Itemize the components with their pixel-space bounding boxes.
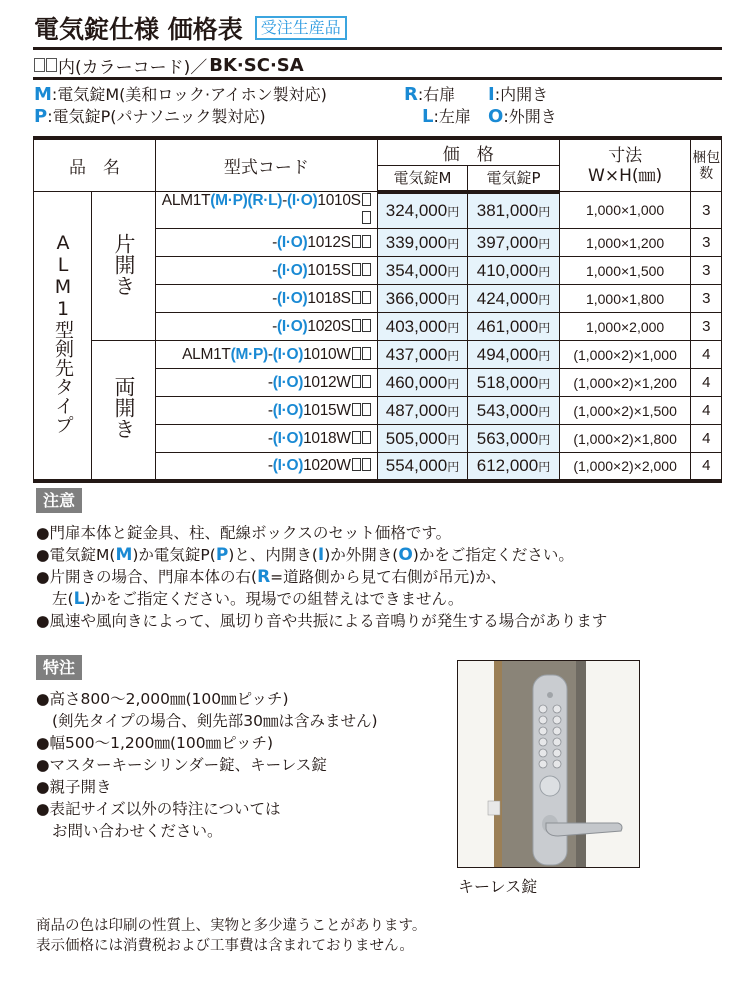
double-door-cell bbox=[92, 341, 156, 481]
yen-unit: 円 bbox=[447, 432, 460, 447]
price-p: 563,000 bbox=[476, 428, 539, 448]
caution-text: ●風速や風向きによって、風切り音や共振による音鳴りが発生する場合があります bbox=[36, 612, 608, 630]
caution-text: 左( bbox=[52, 590, 74, 608]
yen-unit: 円 bbox=[447, 292, 460, 307]
double-door-label: 両開き bbox=[112, 376, 136, 440]
placeholder-square-icon bbox=[34, 58, 45, 72]
yen-unit: 円 bbox=[447, 404, 460, 419]
model-mp: (M·P) bbox=[230, 345, 268, 363]
legend-key-i: I bbox=[488, 84, 495, 105]
model-suffix: 1018W bbox=[303, 429, 351, 447]
header-model-code: 型式コード bbox=[156, 138, 378, 192]
price-p: 397,000 bbox=[476, 232, 539, 252]
highlight-key: I bbox=[317, 545, 325, 565]
model-suffix: 1018S bbox=[307, 289, 351, 307]
legend-text-p: :電気錠P(パナソニック製対応) bbox=[47, 107, 266, 126]
made-to-order-badge: 受注生産品 bbox=[255, 16, 347, 40]
price-p: 494,000 bbox=[476, 344, 539, 364]
color-code-label: 内(カラーコード)／ bbox=[58, 57, 208, 78]
price-m-cell bbox=[377, 313, 468, 341]
pack-count-cell: 4 bbox=[691, 453, 722, 481]
model-suffix: 1015W bbox=[303, 401, 351, 419]
price-m-cell bbox=[377, 341, 468, 369]
model-code-cell bbox=[156, 192, 378, 229]
legend-key-p: P bbox=[34, 106, 48, 127]
legend-text-i: :内開き bbox=[494, 85, 549, 104]
price-m-cell bbox=[377, 257, 468, 285]
model-dash: - bbox=[272, 289, 278, 307]
placeholder-square-icon bbox=[362, 458, 371, 471]
placeholder-square-icon bbox=[362, 431, 371, 444]
placeholder-square-icon bbox=[352, 431, 361, 444]
price-p: 612,000 bbox=[476, 455, 539, 475]
model-dash: - bbox=[267, 345, 273, 363]
model-io: (I·O) bbox=[272, 456, 304, 474]
pack-count-cell: 3 bbox=[691, 285, 722, 313]
caution-text: )かをご指定ください。 bbox=[412, 546, 574, 564]
pack-count-cell: 3 bbox=[691, 313, 722, 341]
highlight-key: M bbox=[115, 545, 133, 565]
placeholder-square-icon bbox=[362, 403, 371, 416]
size-cell: 1,000×1,800 bbox=[559, 285, 691, 313]
pack-count-cell: 3 bbox=[691, 229, 722, 257]
footer-notes bbox=[36, 916, 426, 956]
placeholder-square-icon bbox=[362, 375, 371, 388]
price-m: 324,000 bbox=[385, 200, 448, 220]
price-m-cell bbox=[377, 192, 468, 229]
header-size bbox=[559, 138, 691, 192]
model-code-cell bbox=[156, 425, 378, 453]
model-io: (I·O) bbox=[272, 373, 304, 391]
special-order-item: ●表記サイズ以外の特注については bbox=[36, 800, 281, 818]
header-price-p: 電気錠P bbox=[468, 166, 559, 192]
pack-count-cell: 4 bbox=[691, 425, 722, 453]
price-p-cell bbox=[468, 397, 559, 425]
price-m-cell bbox=[377, 285, 468, 313]
single-door-label: 片開き bbox=[112, 232, 136, 296]
caution-text: )か外開き( bbox=[324, 546, 399, 564]
highlight-key: P bbox=[215, 545, 229, 565]
yen-unit: 円 bbox=[447, 320, 460, 335]
price-m: 403,000 bbox=[385, 316, 448, 336]
yen-unit: 円 bbox=[447, 264, 460, 279]
header-price-m: 電気錠M bbox=[377, 166, 468, 192]
yen-unit: 円 bbox=[538, 348, 551, 363]
price-m: 437,000 bbox=[385, 344, 448, 364]
yen-unit: 円 bbox=[538, 264, 551, 279]
model-dash: - bbox=[272, 317, 278, 335]
caution-item bbox=[36, 544, 607, 566]
price-m: 366,000 bbox=[385, 288, 448, 308]
size-cell: 1,000×1,500 bbox=[559, 257, 691, 285]
size-cell: (1,000×2)×1,200 bbox=[559, 369, 691, 397]
size-cell: (1,000×2)×2,000 bbox=[559, 453, 691, 481]
highlight-key: L bbox=[73, 589, 85, 609]
single-door-cell bbox=[92, 192, 156, 341]
size-cell: (1,000×2)×1,800 bbox=[559, 425, 691, 453]
model-suffix: 1012S bbox=[307, 233, 351, 251]
placeholder-square-icon bbox=[362, 193, 371, 206]
table-body bbox=[34, 192, 722, 481]
yen-unit: 円 bbox=[538, 404, 551, 419]
caution-item bbox=[36, 588, 607, 610]
yen-unit: 円 bbox=[538, 320, 551, 335]
yen-unit: 円 bbox=[538, 376, 551, 391]
legend-key-r: R bbox=[404, 84, 418, 105]
price-m: 487,000 bbox=[385, 400, 448, 420]
placeholder-square-icon bbox=[352, 403, 361, 416]
page-title: 電気錠仕様 価格表 bbox=[34, 15, 243, 44]
placeholder-square-icon bbox=[362, 211, 371, 224]
model-code-cell bbox=[156, 257, 378, 285]
price-p: 381,000 bbox=[476, 200, 539, 220]
keyless-lock-photo bbox=[457, 660, 640, 868]
caution-text: )か電気錠P( bbox=[132, 546, 216, 564]
price-m-cell bbox=[377, 369, 468, 397]
title-row bbox=[34, 10, 347, 46]
model-io: (I·O) bbox=[277, 261, 308, 279]
placeholder-square-icon bbox=[352, 235, 361, 248]
yen-unit: 円 bbox=[538, 236, 551, 251]
price-p: 543,000 bbox=[476, 400, 539, 420]
placeholder-square-icon bbox=[362, 291, 371, 304]
placeholder-square-icon bbox=[352, 319, 361, 332]
special-order-item: ●マスターキーシリンダー錠、キーレス錠 bbox=[36, 756, 327, 774]
placeholder-square-icon bbox=[352, 263, 361, 276]
model-dash: - bbox=[267, 456, 273, 474]
model-dash: - bbox=[267, 429, 273, 447]
product-group: ALM1型剣先タイプ bbox=[52, 232, 74, 435]
price-p-cell bbox=[468, 425, 559, 453]
price-m-cell bbox=[377, 453, 468, 481]
pack-count-cell: 3 bbox=[691, 257, 722, 285]
legend-text-o: :外開き bbox=[503, 107, 557, 126]
yen-unit: 円 bbox=[538, 292, 551, 307]
model-code-cell bbox=[156, 285, 378, 313]
caution-text: ●電気錠M( bbox=[36, 546, 116, 564]
caution-list bbox=[36, 522, 607, 632]
model-dash: - bbox=[282, 192, 288, 209]
model-code-cell bbox=[156, 313, 378, 341]
yen-unit: 円 bbox=[538, 204, 551, 219]
yen-unit: 円 bbox=[447, 376, 460, 391]
special-order-label: 特注 bbox=[36, 655, 82, 680]
placeholder-square-icon bbox=[362, 235, 371, 248]
product-group-cell bbox=[34, 192, 92, 481]
model-io: (I·O) bbox=[287, 192, 318, 209]
model-io: (I·O) bbox=[272, 429, 304, 447]
caution-text: ●片開きの場合、門扉本体の右( bbox=[36, 568, 258, 586]
model-code-cell bbox=[156, 229, 378, 257]
price-table bbox=[33, 136, 722, 483]
legend-text-r: :右扉 bbox=[417, 85, 456, 104]
price-p-cell bbox=[468, 257, 559, 285]
model-dash: - bbox=[267, 401, 273, 419]
table-row bbox=[34, 341, 722, 369]
model-code-cell bbox=[156, 453, 378, 481]
model-suffix: 1015S bbox=[307, 261, 351, 279]
model-io: (I·O) bbox=[272, 345, 304, 363]
footer-line-1: 商品の色は印刷の性質上、実物と多少違うことがあります。 bbox=[36, 918, 427, 934]
special-order-item: お問い合わせください。 bbox=[52, 822, 223, 840]
yen-unit: 円 bbox=[447, 348, 460, 363]
price-m: 554,000 bbox=[385, 455, 448, 475]
placeholder-square-icon bbox=[46, 58, 57, 72]
caution-item bbox=[36, 566, 607, 588]
keyless-lock-image bbox=[458, 661, 640, 868]
model-code-cell bbox=[156, 369, 378, 397]
caution-item bbox=[36, 522, 607, 544]
header-product-name: 品 名 bbox=[34, 138, 156, 192]
price-m: 354,000 bbox=[385, 260, 448, 280]
model-io: (I·O) bbox=[277, 317, 308, 335]
header-price: 価 格 bbox=[377, 138, 559, 166]
header-pack-bottom: 数 bbox=[699, 165, 714, 182]
header-pack-count bbox=[691, 138, 722, 192]
divider bbox=[33, 77, 722, 80]
yen-unit: 円 bbox=[538, 459, 551, 474]
special-order-item: (剣先タイプの場合、剣先部30㎜は含みません) bbox=[52, 712, 378, 730]
model-dash: - bbox=[267, 373, 273, 391]
placeholder-square-icon bbox=[352, 347, 361, 360]
header-size-top: 寸法 bbox=[608, 145, 643, 166]
yen-unit: 円 bbox=[538, 432, 551, 447]
price-m-cell bbox=[377, 229, 468, 257]
model-suffix: 1010S bbox=[317, 192, 361, 209]
placeholder-square-icon bbox=[362, 319, 371, 332]
size-cell: (1,000×2)×1,500 bbox=[559, 397, 691, 425]
highlight-key: R bbox=[257, 567, 271, 587]
price-p-cell bbox=[468, 192, 559, 229]
header-size-bottom: W×H(㎜) bbox=[588, 165, 663, 186]
caution-item bbox=[36, 610, 607, 632]
caution-text: )かをご指定ください。現場での組替えはできません。 bbox=[84, 590, 464, 608]
price-m: 339,000 bbox=[385, 232, 448, 252]
price-m: 505,000 bbox=[385, 428, 448, 448]
placeholder-square-icon bbox=[362, 347, 371, 360]
model-suffix: 1012W bbox=[303, 373, 351, 391]
model-prefix: ALM1T bbox=[161, 192, 211, 209]
legend-text-l: :左扉 bbox=[433, 107, 471, 126]
model-suffix: 1020W bbox=[303, 456, 351, 474]
model-io: (I·O) bbox=[277, 289, 308, 307]
size-cell: 1,000×1,000 bbox=[559, 192, 691, 229]
legend-key-l: L bbox=[422, 106, 434, 127]
model-prefix: ALM1T bbox=[182, 345, 231, 363]
yen-unit: 円 bbox=[447, 459, 460, 474]
size-cell: (1,000×2)×1,000 bbox=[559, 341, 691, 369]
special-order-list bbox=[36, 688, 378, 842]
placeholder-square-icon bbox=[352, 291, 361, 304]
legend-text-m: :電気錠M(美和ロック·アイホン製対応) bbox=[51, 85, 327, 104]
yen-unit: 円 bbox=[447, 204, 460, 219]
color-code-line bbox=[34, 53, 304, 77]
caution-text: =道路側から見て右側が吊元)か、 bbox=[270, 568, 507, 586]
pack-count-cell: 4 bbox=[691, 341, 722, 369]
placeholder-square-icon bbox=[362, 263, 371, 276]
price-m-cell bbox=[377, 425, 468, 453]
footer-line-2: 表示価格には消費税および工事費は含まれておりません。 bbox=[36, 938, 414, 954]
caution-text: ●門扉本体と錠金具、柱、配線ボックスのセット価格です。 bbox=[36, 524, 452, 542]
highlight-key: O bbox=[398, 545, 413, 565]
price-p: 461,000 bbox=[476, 316, 539, 336]
size-cell: 1,000×2,000 bbox=[559, 313, 691, 341]
special-order-item: ●幅500～1,200㎜(100㎜ピッチ) bbox=[36, 734, 274, 752]
divider bbox=[33, 47, 722, 50]
price-p-cell bbox=[468, 285, 559, 313]
price-m-cell bbox=[377, 397, 468, 425]
model-code-cell bbox=[156, 397, 378, 425]
special-order-item: ●高さ800～2,000㎜(100㎜ピッチ) bbox=[36, 690, 289, 708]
caution-text: )と、内開き( bbox=[228, 546, 318, 564]
model-io: (I·O) bbox=[277, 233, 308, 251]
model-io: (I·O) bbox=[272, 401, 304, 419]
model-mp: (M·P) bbox=[210, 192, 248, 209]
header-pack-top: 梱包 bbox=[692, 149, 721, 166]
price-p-cell bbox=[468, 369, 559, 397]
price-m: 460,000 bbox=[385, 372, 448, 392]
model-rl: (R·L) bbox=[247, 192, 283, 209]
caution-label: 注意 bbox=[36, 488, 82, 513]
price-p-cell bbox=[468, 313, 559, 341]
legend-key-o: O bbox=[488, 106, 504, 127]
price-p-cell bbox=[468, 341, 559, 369]
price-p-cell bbox=[468, 229, 559, 257]
table-row bbox=[34, 192, 722, 229]
special-order-item: ●親子開き bbox=[36, 778, 112, 796]
model-dash: - bbox=[272, 233, 278, 251]
price-p: 424,000 bbox=[476, 288, 539, 308]
model-dash: - bbox=[272, 261, 278, 279]
price-p-cell bbox=[468, 453, 559, 481]
code-legend bbox=[34, 84, 557, 128]
size-cell: 1,000×1,200 bbox=[559, 229, 691, 257]
placeholder-square-icon bbox=[352, 458, 361, 471]
yen-unit: 円 bbox=[447, 236, 460, 251]
color-codes: BK·SC·SA bbox=[209, 54, 304, 76]
pack-count-cell: 4 bbox=[691, 397, 722, 425]
model-suffix: 1010W bbox=[303, 345, 351, 363]
model-code-cell bbox=[156, 341, 378, 369]
legend-key-m: M bbox=[34, 84, 52, 105]
pack-count-cell: 4 bbox=[691, 369, 722, 397]
placeholder-square-icon bbox=[352, 375, 361, 388]
photo-caption: キーレス錠 bbox=[458, 877, 538, 896]
model-suffix: 1020S bbox=[307, 317, 351, 335]
price-p: 518,000 bbox=[476, 372, 539, 392]
pack-count-cell: 3 bbox=[691, 192, 722, 229]
price-p: 410,000 bbox=[476, 260, 539, 280]
